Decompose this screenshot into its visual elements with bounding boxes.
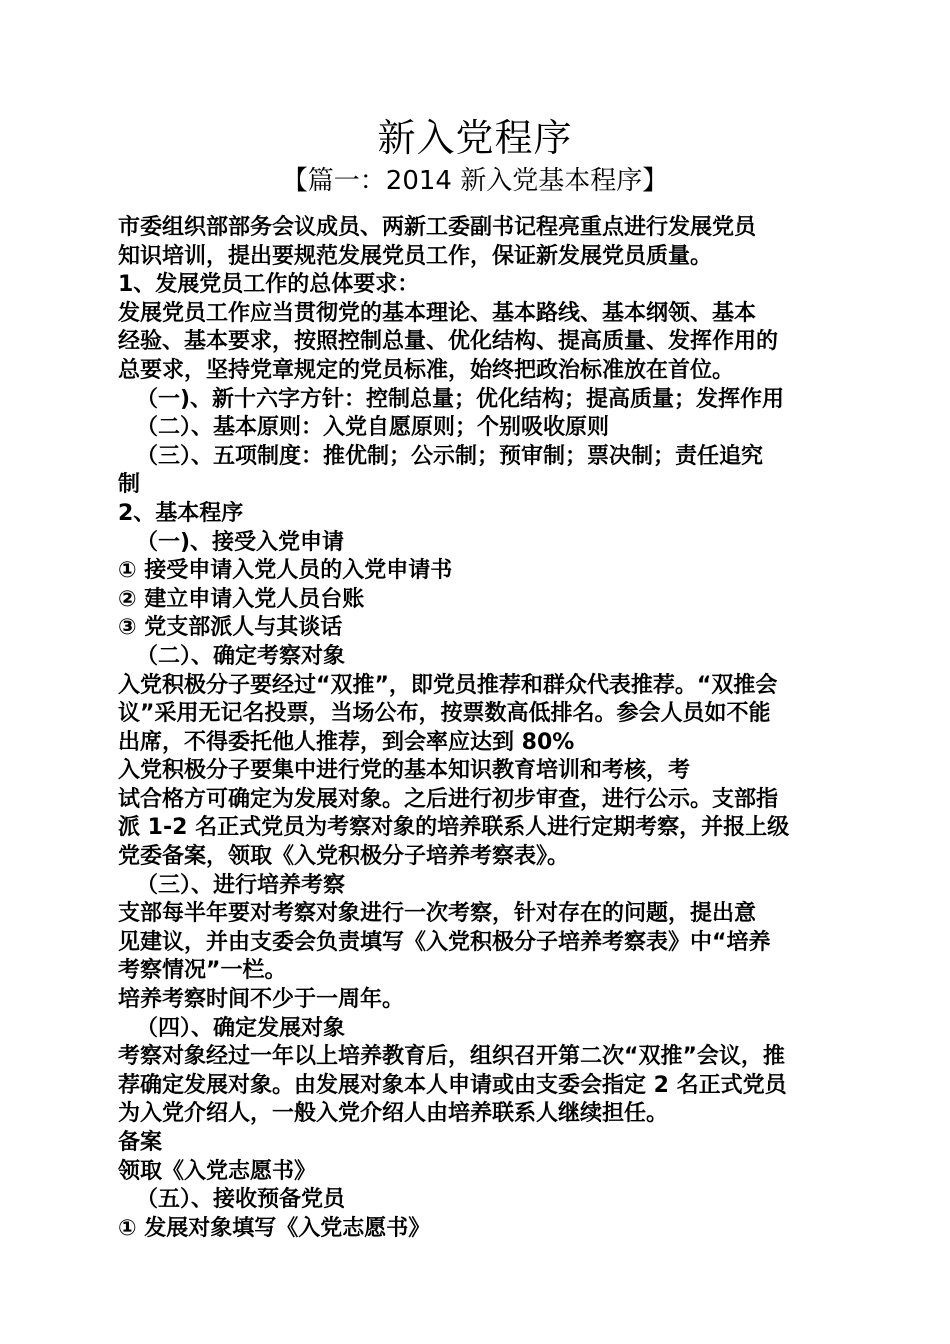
document-title: 新入党程序 — [377, 116, 573, 160]
paragraph-line: 议”采用无记名投票，当场公布，按票数高低排名。参会人员如不能 — [118, 701, 771, 727]
subsection-line: （一)、新十六字方针：控制总量；优化结构；提高质量；发挥作用 — [136, 386, 785, 412]
paragraph-line: 党委备案，领取《入党积极分子培养考察表》。 — [118, 844, 570, 870]
subsection-line: （三）、五项制度：推优制；公示制；预审制；票决制；责任追究 — [136, 443, 764, 469]
paragraph-line: 培养考察时间不少于一周年。 — [118, 987, 405, 1013]
paragraph-line: 派 1-2 名正式党员为考察对象的培养联系人进行定期考察，并报上级 — [118, 815, 790, 841]
paragraph-line: 考察对象经过一年以上培养教育后，组织召开第二次“双推”会议，推 — [118, 1044, 785, 1070]
paragraph-line: 制 — [118, 472, 141, 498]
section-heading: 1、发展党员工作的总体要求： — [118, 272, 420, 298]
list-item: ② 建立申请入党人员台账 — [118, 586, 365, 612]
document-body — [118, 214, 834, 1243]
paragraph-line: 试合格方可确定为发展对象。之后进行初步审查，进行公示。支部指 — [118, 786, 779, 812]
subsection-line: （二）、基本原则：入党自愿原则；个别吸收原则 — [136, 415, 610, 441]
paragraph-line: 出席，不得委托他人推荐，到会率应达到 80% — [118, 729, 575, 755]
subsection-heading: （四）、确定发展对象 — [136, 1015, 346, 1041]
paragraph-line: 备案 — [118, 1130, 163, 1155]
document-subtitle: 【篇一：2014 新入党基本程序】 — [281, 166, 669, 196]
subsection-heading: （二）、确定考察对象 — [136, 643, 346, 669]
paragraph-line: 荐确定发展对象。由发展对象本人申请或由支委会指定 2 名正式党员 — [118, 1072, 787, 1098]
paragraph-line: 知识培训，提出要规范发展党员工作，保证新发展党员质量。 — [118, 243, 713, 269]
subsection-heading: （一)、接受入党申请 — [136, 529, 345, 555]
subsection-heading: （五）、接收预备党员 — [136, 1187, 346, 1213]
paragraph-line: 发展党员工作应当贯彻党的基本理论、基本路线、基本纲领、基本 — [118, 300, 757, 326]
paragraph-line: 为入党介绍人，一般入党介绍人由培养联系人继续担任。 — [118, 1101, 669, 1127]
paragraph-line: 见建议，并由支委会负责填写《入党积极分子培养考察表》中“培养 — [118, 929, 771, 955]
list-item: ① 发展对象填写《入党志愿书》 — [118, 1215, 431, 1241]
list-item: ③ 党支部派人与其谈话 — [118, 615, 343, 641]
list-item: ① 接受申请入党人员的入党申请书 — [118, 558, 453, 584]
paragraph-line: 考察情况”一栏。 — [118, 958, 287, 984]
paragraph-line: 总要求，坚持党章规定的党员标准，始终把政治标准放在首位。 — [118, 357, 735, 383]
paragraph-line: 领取《入党志愿书》 — [118, 1158, 317, 1184]
paragraph-line: 入党积极分子要经过“双推”，即党员推荐和群众代表推荐。“双推会 — [118, 672, 778, 698]
paragraph-line: 经验、基本要求，按照控制总量、优化结构、提高质量、发挥作用的 — [118, 329, 779, 355]
subsection-heading: （三）、进行培养考察 — [136, 872, 346, 898]
paragraph-line: 入党积极分子要集中进行党的基本知识教育培训和考核，考 — [118, 758, 691, 784]
paragraph-line: 市委组织部部务会议成员、两新工委副书记程亮重点进行发展党员 — [118, 215, 757, 240]
paragraph-line: 支部每半年要对考察对象进行一次考察，针对存在的问题，提出意 — [118, 901, 757, 927]
section-heading: 2、基本程序 — [118, 500, 244, 526]
